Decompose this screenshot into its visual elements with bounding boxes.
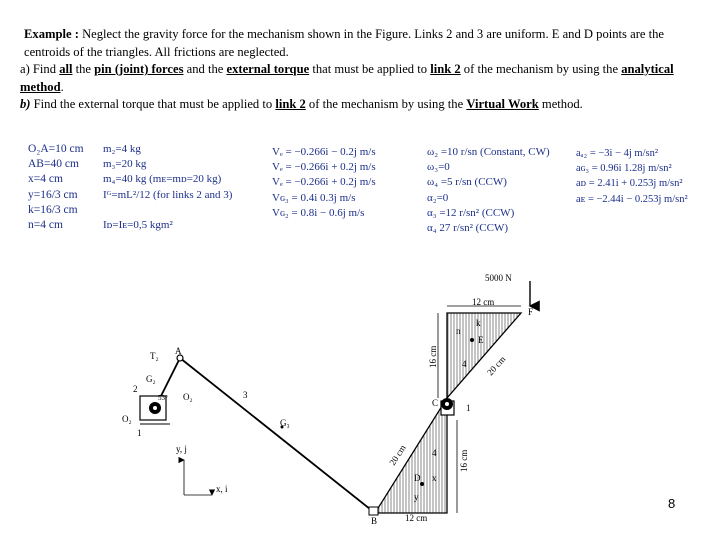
centroid-e — [470, 338, 474, 342]
given-dim: y=16/3 cm — [28, 188, 78, 201]
centroid-d — [420, 482, 424, 486]
given-velocity: Vₑ = −0.266i + 0.2j m/s — [272, 176, 376, 189]
given-angular-value: α₃ =12 r/sn² (CCW) — [427, 206, 515, 219]
given-acceleration: aɢ₃ = 0.96i 1.28j m/sn² — [576, 163, 672, 175]
label-n-upper: n — [456, 326, 461, 336]
qa-link: link 2 — [430, 62, 461, 76]
qa-prefix: a) Find — [20, 62, 60, 76]
force-label: 5000 N — [485, 273, 512, 283]
given-dim: AB=40 cm — [28, 158, 79, 171]
dim-left-upper-label: 16 cm — [428, 345, 438, 368]
given-mass: m₄=40 kg (mᴇ=mᴅ=20 kg) — [103, 173, 222, 186]
pin-o2-center — [153, 406, 157, 410]
given-angular-value: α₂=0 — [427, 191, 449, 204]
dim-left-lower-label: 20 cm — [387, 442, 408, 468]
label-1-right: 1 — [466, 403, 471, 413]
dim-bottom-label: 12 cm — [405, 513, 428, 523]
qa-the: the — [72, 62, 95, 76]
qa-all: all — [59, 62, 73, 76]
given-dim: x=4 cm — [28, 173, 63, 186]
given-angular-value: ω₄ =5 r/sn (CCW) — [427, 176, 507, 189]
label-1-left: 1 — [137, 428, 142, 438]
label-angle: 53° — [158, 394, 168, 402]
label-g2: G₂ — [146, 374, 156, 384]
label-d: D — [414, 473, 421, 483]
given-dim: n=4 cm — [28, 218, 63, 231]
example-label: Example : — [24, 27, 79, 41]
given-velocity: Vₑ = −0.266i + 0.2j m/s — [272, 161, 376, 174]
label-x-lower: x — [432, 473, 437, 483]
label-o2-small: O₂ — [183, 392, 193, 402]
qa-pin-forces: pin (joint) forces — [94, 62, 184, 76]
label-y-lower: y — [414, 492, 419, 502]
qb-method: Virtual Work — [466, 97, 539, 111]
label-g3: G₃ — [280, 418, 290, 428]
given-acceleration: aᴅ = 2.41i + 0.253j m/sn² — [576, 178, 683, 190]
label-f: F — [528, 307, 534, 317]
label-o2: O₂ — [122, 414, 132, 424]
given-acceleration: aₐ₂ = −3i − 4j m/sn² — [576, 148, 658, 159]
qa-applied: that must be applied to — [309, 62, 431, 76]
label-2: 2 — [133, 384, 138, 394]
label-k: k — [476, 318, 481, 328]
label-3: 3 — [243, 390, 248, 400]
given-angular-value: ω₂ =10 r/sn (Constant, CW) — [427, 146, 550, 158]
pin-b-joint — [369, 507, 378, 515]
pin-c-center — [445, 402, 449, 406]
qa-and: and the — [183, 62, 227, 76]
label-a: A — [175, 346, 182, 356]
qa-external-torque: external torque — [226, 62, 310, 76]
dim-right-upper-label: 20 cm — [485, 354, 508, 378]
qa-method: analytical method — [20, 62, 674, 94]
qb-by: of the mechanism by using the — [305, 97, 467, 111]
given-mass: Iᴳ=mL²/12 (for links 2 and 3) — [103, 188, 233, 201]
given-acceleration: aᴇ = −2.44i − 0.253j m/sn² — [576, 193, 688, 205]
qb-prefix: b) — [20, 97, 31, 111]
label-t2: T₂ — [150, 351, 159, 361]
qb-end: method. — [538, 97, 583, 111]
dim-right-lower-label: 16 cm — [459, 449, 469, 472]
example-text: Neglect the gravity force for the mechanism shown in the Figure. Links 2 and 3 are uniform. E and D points are the centroids of the triangles. All frictions are neglected. — [24, 27, 665, 59]
axis-x-label: x, i — [216, 484, 228, 494]
given-dim: O₂A=10 cm — [28, 143, 84, 155]
qa-by: of the mechanism by using the — [460, 62, 622, 76]
label-4-upper: 4 — [462, 359, 467, 369]
given-velocity: Vₑ = −0.266i − 0.2j m/s — [272, 146, 376, 158]
qb-link: link 2 — [275, 97, 306, 111]
label-e: E — [478, 335, 484, 345]
given-mass: m₂=4 kg — [103, 143, 141, 155]
dim-top-label: 12 cm — [472, 297, 495, 307]
given-mass: Iᴅ=Iᴇ=0,5 kgm² — [103, 218, 173, 231]
qb-text: Find the external torque that must be applied to — [30, 97, 276, 111]
label-c: C — [432, 398, 439, 408]
given-mass: m₃=20 kg — [103, 158, 147, 171]
given-angular-value: ω₃=0 — [427, 161, 450, 174]
link-3 — [180, 358, 375, 513]
given-velocity: Vɢ₂ = 0.8i − 0.6j m/s — [272, 206, 365, 219]
page-number: 8 — [668, 496, 676, 511]
label-b: B — [371, 516, 378, 526]
label-4-lower: 4 — [432, 448, 437, 458]
given-dim: k=16/3 cm — [28, 203, 78, 216]
given-angular-value: α₄ 27 r/sn² (CCW) — [427, 221, 509, 234]
qa-end: . — [60, 79, 64, 94]
axis-y-label: y, j — [176, 444, 187, 454]
given-velocity: Vɢ₃ = 0.4i 0.3j m/s — [272, 191, 356, 204]
